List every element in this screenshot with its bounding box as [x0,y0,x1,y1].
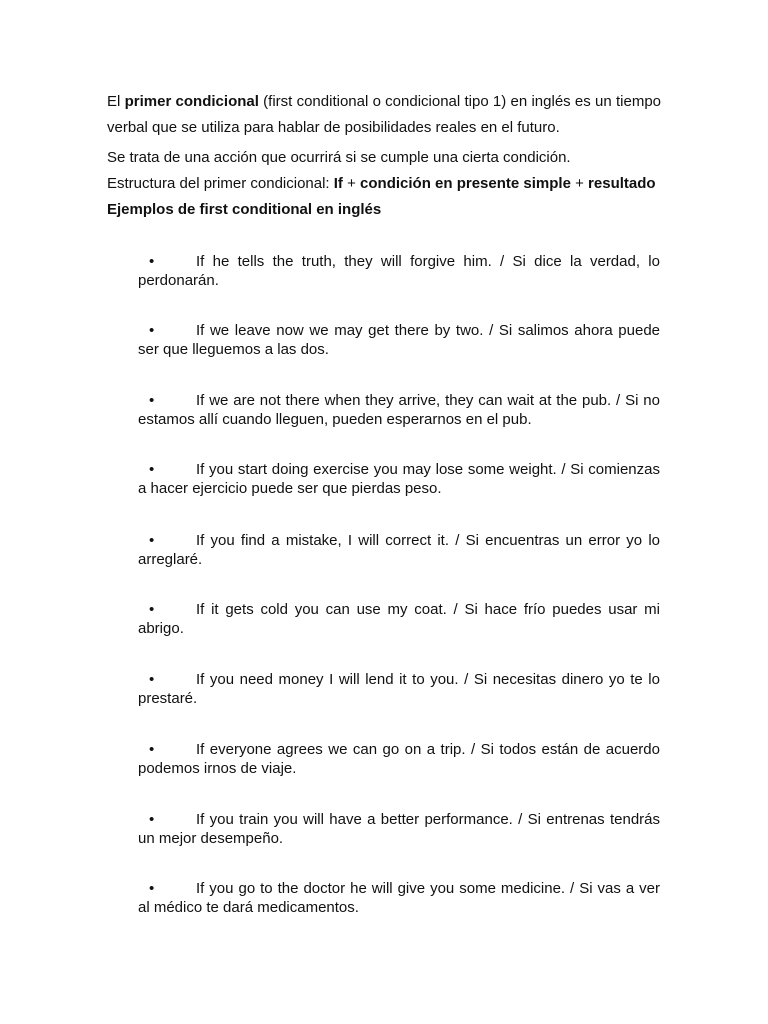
intro-paragraph [107,89,661,141]
bullet-icon: • [149,671,155,688]
list-item [138,531,660,569]
example-text: If everyone agrees we can go on a trip. / Si todos están de acuerdo podemos irnos de viaje. [138,741,660,777]
bullet-icon: • [149,601,155,618]
list-item [138,391,660,429]
example-text: If he tells the truth, they will forgive him. / Si dice la verdad, lo perdonarán. [138,253,660,289]
structure-result: resultado [588,175,656,192]
bullet-icon: • [149,392,155,409]
example-text: If we are not there when they arrive, they can wait at the pub. / Si no estamos allí cuando lleguen, pueden esperarnos en el pub. [138,392,660,428]
example-text: If we leave now we may get there by two. / Si salimos ahora puede ser que lleguemos a las dos. [138,322,660,358]
list-item [138,600,660,638]
example-text: If you need money I will lend it to you. / Si necesitas dinero yo te lo prestaré. [138,671,660,707]
list-item [138,321,660,359]
structure-line [107,173,656,195]
example-text: If it gets cold you can use my coat. / Si hace frío puedes usar mi abrigo. [138,601,660,637]
bullet-icon: • [149,322,155,339]
structure-label: Estructura del primer condicional: [107,175,334,192]
list-item [138,252,660,290]
intro-prefix: El [107,93,125,110]
example-text: If you find a mistake, I will correct it. / Si encuentras un error yo lo arreglaré. [138,532,660,568]
intro-rest: (first conditional o condicional tipo 1) en inglés es un tiempo verbal que se utiliza para hablar de posibilidades reales en el futuro. [107,93,661,136]
bullet-icon: • [149,741,155,758]
list-item [138,879,660,917]
description-line: Se trata de una acción que ocurrirá si se cumple una cierta condición. [107,149,571,166]
list-item [138,740,660,778]
bullet-icon: • [149,532,155,549]
structure-plus-2: + [570,175,589,192]
examples-heading: Ejemplos de first conditional en inglés [107,201,382,218]
bullet-icon: • [149,253,155,270]
example-text: If you go to the doctor he will give you some medicine. / Si vas a ver al médico te dará medicamentos. [138,880,660,916]
list-item [138,810,660,848]
structure-plus-1: + [342,175,361,192]
bullet-icon: • [149,461,155,478]
list-item [138,460,660,498]
bullet-icon: • [149,880,155,897]
intro-term: primer condicional [124,93,259,110]
structure-if: If [333,175,343,192]
bullet-icon: • [149,811,155,828]
structure-condition: condición en presente simple [360,175,571,192]
list-item [138,670,660,708]
example-text: If you start doing exercise you may lose some weight. / Si comienzas a hacer ejercicio puede ser que pierdas peso. [138,461,660,497]
example-text: If you train you will have a better performance. / Si entrenas tendrás un mejor desempeño. [138,811,660,847]
